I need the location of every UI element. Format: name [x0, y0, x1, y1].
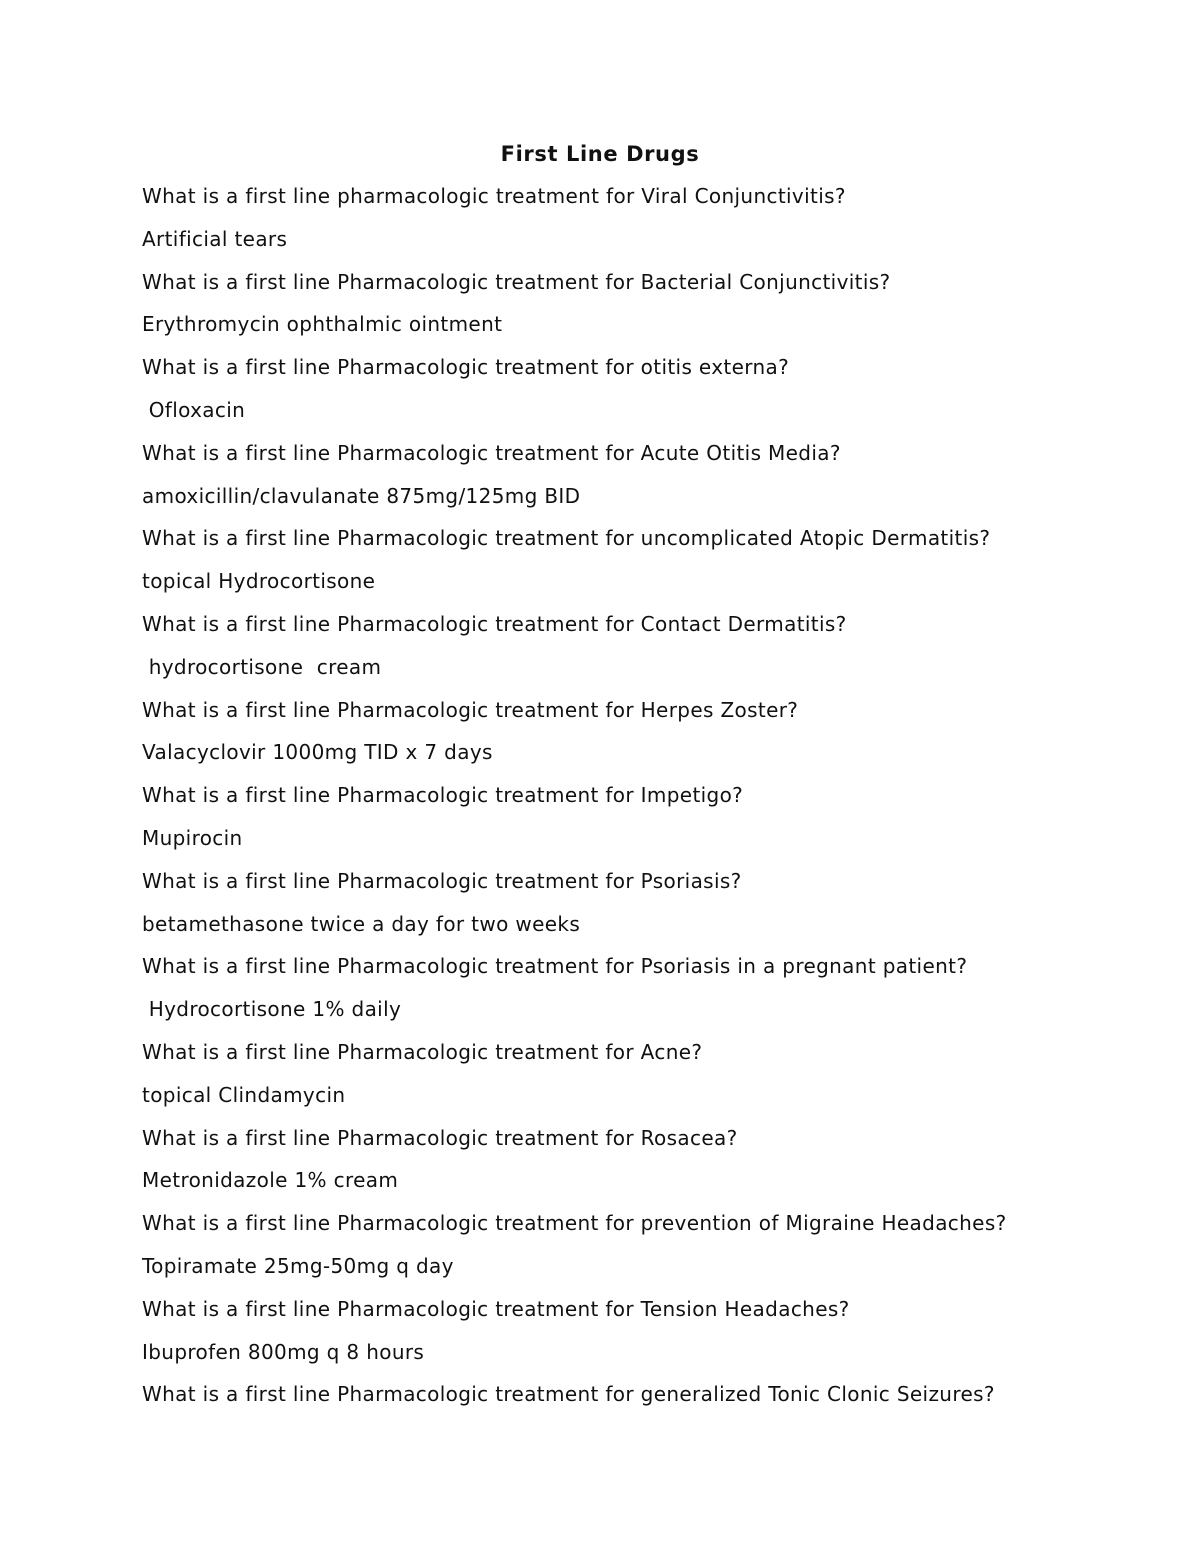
question-line: What is a first line Pharmacologic treatment for Tension Headaches? — [142, 1296, 850, 1321]
answer-line: Metronidazole 1% cream — [142, 1168, 399, 1193]
question-line: What is a first line Pharmacologic treatment for generalized Tonic Clonic Seizures? — [142, 1382, 995, 1407]
document-title: First Line Drugs — [500, 142, 700, 166]
question-line: What is a first line Pharmacologic treatment for Bacterial Conjunctivitis? — [142, 269, 891, 294]
answer-line: Topiramate 25mg-50mg q day — [142, 1253, 454, 1278]
question-line: What is a first line Pharmacologic treatment for Acne? — [142, 1039, 703, 1064]
question-line: What is a first line Pharmacologic treatment for Contact Dermatitis? — [142, 611, 847, 636]
answer-line: topical Hydrocortisone — [142, 569, 376, 594]
answer-line: Artificial tears — [142, 226, 288, 251]
answer-line: hydrocortisone cream — [142, 654, 382, 679]
question-line: What is a first line Pharmacologic treatment for prevention of Migraine Headaches? — [142, 1211, 1007, 1236]
question-line: What is a first line Pharmacologic treatment for Impetigo? — [142, 783, 744, 808]
question-line: What is a first line Pharmacologic treatment for Acute Otitis Media? — [142, 440, 841, 465]
answer-line: Hydrocortisone 1% daily — [142, 997, 402, 1022]
question-line: What is a first line pharmacologic treatment for Viral Conjunctivitis? — [142, 184, 846, 208]
answer-line: Mupirocin — [142, 825, 243, 850]
question-line: What is a first line Pharmacologic treatment for Herpes Zoster? — [142, 697, 799, 722]
answer-line: Erythromycin ophthalmic ointment — [142, 312, 503, 337]
question-line: What is a first line Pharmacologic treatment for uncomplicated Atopic Dermatitis? — [142, 526, 991, 551]
answer-line: Ofloxacin — [142, 397, 246, 422]
answer-line: betamethasone twice a day for two weeks — [142, 911, 581, 936]
qa-list — [142, 181, 1142, 1422]
question-line: What is a first line Pharmacologic treatment for Rosacea? — [142, 1125, 738, 1150]
answer-line: Valacyclovir 1000mg TID x 7 days — [142, 740, 493, 765]
answer-line: topical Clindamycin — [142, 1082, 346, 1107]
answer-line: amoxicillin/clavulanate 875mg/125mg BID — [142, 483, 581, 508]
question-line: What is a first line Pharmacologic treatment for otitis externa? — [142, 355, 790, 380]
question-line: What is a first line Pharmacologic treatment for Psoriasis in a pregnant patient? — [142, 954, 968, 979]
answer-line: Ibuprofen 800mg q 8 hours — [142, 1339, 425, 1364]
question-line: What is a first line Pharmacologic treatment for Psoriasis? — [142, 868, 742, 893]
